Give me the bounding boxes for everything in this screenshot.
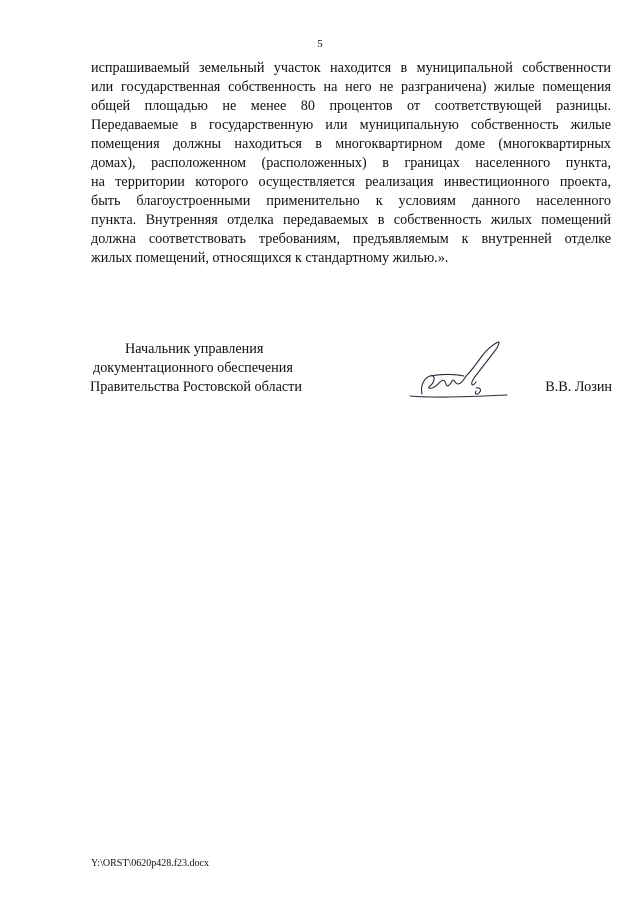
document-file-path: Y:\ORST\0620p428.f23.docx [91, 858, 209, 869]
paragraph-line: домах), расположенном (расположенных) в границах населенного пункта, [91, 155, 611, 171]
paragraph-line: должна соответствовать требованиям, предъявляемым к внутренней отделке [91, 231, 611, 247]
page-number: 5 [317, 38, 323, 50]
paragraph-line: жилых помещений, относящихся к стандартному жилью.». [91, 250, 449, 266]
paragraph-line: быть благоустроенными применительно к условиям данного населенного [91, 193, 611, 209]
paragraph-line: или государственная собственность на него не разграничена) жилые помещения [91, 79, 611, 95]
paragraph-line: на территории которого осуществляется реализация инвестиционного проекта, [91, 174, 611, 190]
handwritten-signature [402, 338, 514, 410]
signer-title-line: Начальник управления [125, 341, 264, 357]
paragraph-line: общей площадью не менее 80 процентов от соответствующей разницы. [91, 98, 611, 114]
signer-title-block [90, 340, 390, 397]
paragraph-line: испрашиваемый земельный участок находится в муниципальной собственности [91, 60, 611, 76]
paragraph-line: помещения должны находиться в многоквартирном доме (многоквартирных [91, 136, 611, 152]
paragraph-line: пункта. Внутренняя отделка передаваемых в собственность жилых помещений [91, 212, 611, 228]
signer-title-line: документационного обеспечения [93, 360, 293, 376]
signer-title-line: Правительства Ростовской области [90, 379, 302, 395]
paragraph-line: Передаваемые в государственную или муниципальную собственность жилые [91, 117, 611, 133]
signer-name: В.В. Лозин [545, 379, 612, 395]
body-paragraph [91, 59, 611, 268]
